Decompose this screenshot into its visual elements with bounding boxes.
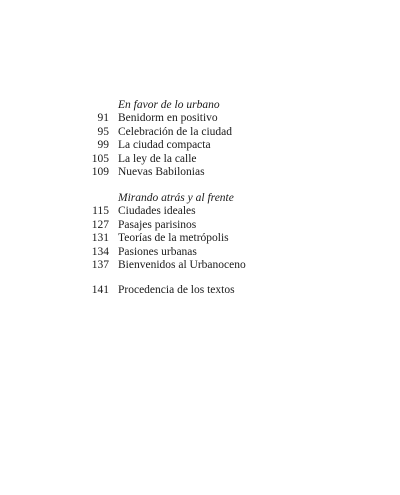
toc-entry: [80, 232, 380, 246]
toc-entry: [80, 219, 380, 233]
page-number: 105: [91, 152, 109, 165]
entry-title: Nuevas Babilonias: [118, 166, 205, 179]
toc-section-en-favor-de-lo-urbano: [80, 98, 380, 180]
page-number: 141: [91, 283, 109, 296]
page-number: 109: [91, 166, 109, 179]
page-number: 127: [91, 218, 109, 231]
section-title: En favor de lo urbano: [118, 99, 220, 111]
entry-title: La ciudad compacta: [118, 139, 211, 152]
page-number: 131: [91, 232, 109, 245]
table-of-contents: [80, 98, 380, 298]
page-number: 95: [97, 125, 109, 138]
toc-entry: [80, 112, 380, 126]
page-number: 99: [97, 139, 109, 152]
toc-entry: [80, 166, 380, 180]
toc-entry: [80, 259, 380, 273]
toc-entry: [80, 246, 380, 260]
entry-title: Teorías de la metrópolis: [118, 232, 229, 245]
page-number: 134: [91, 245, 109, 258]
entry-title: Ciudades ideales: [118, 204, 196, 217]
entry-title: La ley de la calle: [118, 152, 197, 165]
section-title: Mirando atrás y al frente: [118, 191, 234, 204]
toc-section-mirando-atras-y-al-frente: [80, 191, 380, 273]
page-number: 115: [92, 204, 109, 217]
toc-entry: [80, 205, 380, 219]
toc-section-closing: [80, 284, 380, 298]
entry-title: Pasiones urbanas: [118, 245, 197, 258]
entry-title: Bienvenidos al Urbanoceno: [118, 259, 246, 272]
toc-entry: [80, 126, 380, 140]
entry-title: Pasajes parisinos: [118, 218, 197, 231]
entry-title: Benidorm en positivo: [118, 112, 218, 124]
toc-entry: [80, 284, 380, 298]
entry-title: Celebración de la ciudad: [118, 125, 232, 138]
page-number: 91: [97, 112, 109, 124]
toc-entry: [80, 139, 380, 153]
page-number: 137: [91, 259, 109, 272]
toc-entry: [80, 153, 380, 167]
entry-title: Procedencia de los textos: [118, 283, 235, 296]
